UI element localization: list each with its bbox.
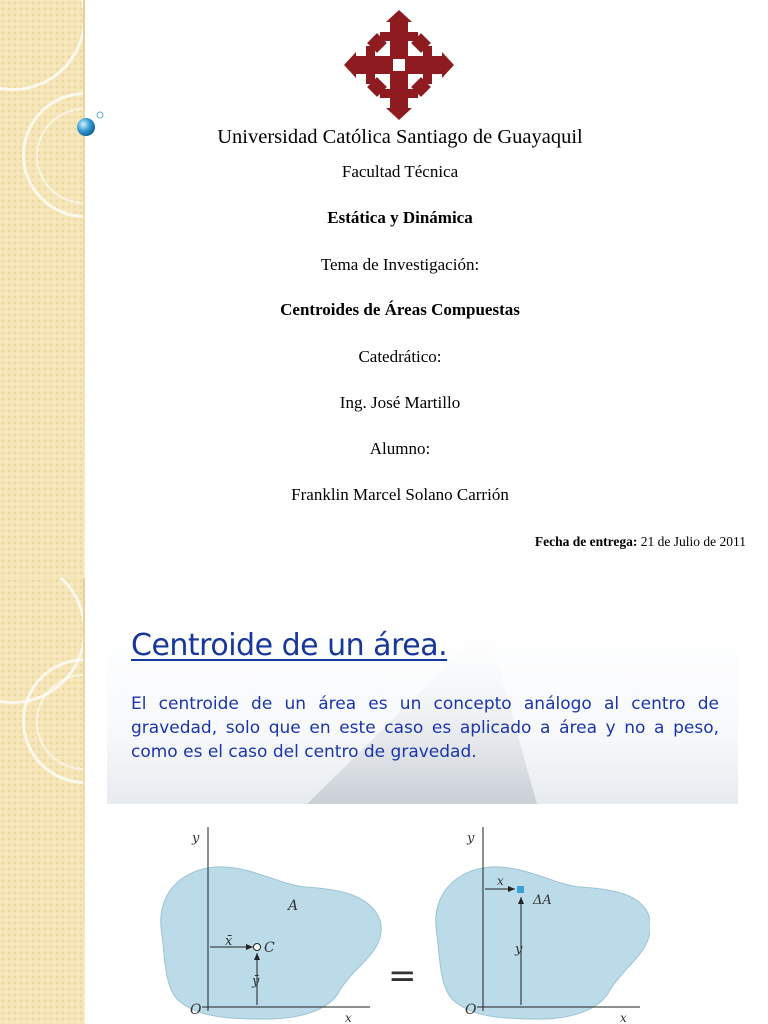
professor-label: Catedrático: [358,347,442,366]
x-bar-label: x̄ [225,934,233,949]
equals-sign: = [388,956,417,996]
topic-title: Centroides de Áreas Compuestas [280,300,520,319]
y-axis-label-left: y [192,831,200,846]
area-element [517,886,524,893]
area-element-label: ΔA [533,893,552,908]
x-distance-label: x [497,874,504,888]
centroid-diagram [140,815,650,1024]
slide2-body: El centroide de un área es un concepto análogo al centro de gravedad, solo que en este caso es aplicado a área y no a peso, como es el caso del centro de gravedad. [131,694,719,762]
student-label: Alumno: [369,439,431,458]
university-name: Universidad Católica Santiago de Guayaquil [217,126,583,148]
decorative-strip-bottom [0,578,85,1024]
slide2-title: Centroide de un área. [131,628,448,663]
delivery-value: 21 de Julio de 2011 [640,534,746,549]
centroid-point [254,944,261,951]
origin-label-right: O [465,1002,477,1018]
y-distance-label: y [515,942,523,957]
delivery-label: Fecha de entrega: [534,534,638,549]
bead-icon [74,108,108,140]
topic-label: Tema de Investigación: [320,255,480,274]
course-name: Estática y Dinámica [327,208,473,227]
area-label: A [288,898,299,914]
x-axis-label-left: x [345,1011,352,1024]
student-name: Franklin Marcel Solano Carrión [291,485,509,504]
origin-label-left: O [190,1002,202,1018]
delivery-date [535,534,746,550]
decorative-ring [0,0,85,91]
y-axis-label-right: y [467,831,475,846]
decorative-strip-top [0,0,85,578]
centroid-label: C [264,940,275,956]
faculty-name: Facultad Técnica [341,162,459,181]
y-bar-label: ȳ [252,974,260,989]
professor-name: Ing. José Martillo [339,393,461,412]
x-axis-label-right: x [620,1011,627,1024]
area-shape-right [436,867,650,1019]
university-crest-icon [344,10,454,120]
